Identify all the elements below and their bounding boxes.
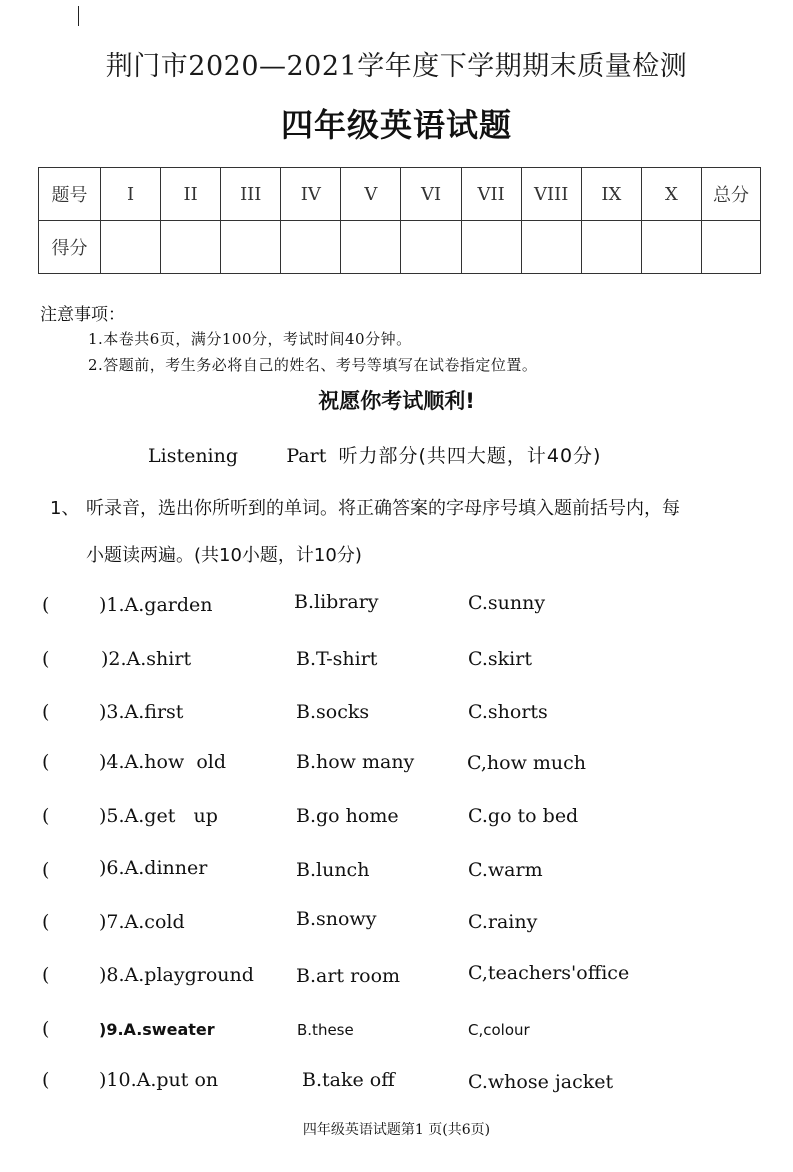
answer-bracket[interactable]: ( [42, 964, 50, 986]
score-cell[interactable] [581, 221, 641, 274]
exam-subtitle: 四年级英语试题 [280, 106, 512, 144]
option-a: )1.A.garden [99, 594, 213, 616]
score-cell[interactable] [521, 221, 581, 274]
option-a: )8.A.playground [99, 964, 254, 986]
option-a: )4.A.how old [99, 751, 226, 773]
question-row [0, 805, 793, 835]
option-b: B.how many [296, 751, 415, 773]
page-footer: 四年级英语试题第1 页(共6页) [302, 1122, 491, 1138]
column-header: VI [401, 168, 461, 221]
question-row [0, 751, 793, 781]
answer-bracket[interactable]: ( [42, 1069, 50, 1091]
option-c: C.whose jacket [468, 1071, 614, 1093]
option-a: )6.A.dinner [99, 857, 208, 879]
score-label-cell: 得分 [39, 221, 101, 274]
option-b: B.snowy [296, 908, 377, 930]
note-item-2: 2.答题前，考生务必将自己的姓名、考号等填写在试卷指定位置。 [88, 356, 538, 374]
option-c: C.warm [468, 859, 543, 881]
option-c: C.skirt [468, 648, 532, 670]
answer-bracket[interactable]: ( [42, 594, 50, 616]
column-header: II [161, 168, 221, 221]
score-cell[interactable] [221, 221, 281, 274]
score-cell[interactable] [101, 221, 161, 274]
question-row [0, 964, 793, 994]
option-c: C,colour [468, 1021, 530, 1039]
column-header: III [221, 168, 281, 221]
section-instruction-line2: 小题读两遍。(共10小题，计10分) [86, 545, 362, 566]
total-score-cell[interactable] [702, 221, 761, 274]
part-label: Part [286, 445, 327, 467]
answer-bracket[interactable]: ( [42, 701, 50, 723]
option-c: C.go to bed [468, 805, 579, 827]
option-a: )2.A.shirt [101, 648, 192, 670]
option-c: C.sunny [468, 592, 546, 614]
option-a: )3.A.first [99, 701, 184, 723]
question-row [0, 701, 793, 731]
question-row [0, 1069, 793, 1099]
score-cell[interactable] [461, 221, 521, 274]
question-row [0, 908, 793, 941]
listening-label: Listening [148, 445, 239, 467]
question-row [0, 648, 793, 678]
option-a: )5.A.get up [99, 805, 218, 827]
column-header: VII [461, 168, 521, 221]
note-item-1: 1.本卷共6页，满分100分，考试时间40分钟。 [88, 330, 412, 348]
question-row [0, 859, 793, 889]
option-c: C.rainy [468, 911, 538, 933]
section-instruction-line1: 听录音，选出你所听到的单词。将正确答案的字母序号填入题前括号内，每 [86, 498, 680, 519]
total-label-cell: 总分 [702, 168, 761, 221]
exam-title: 荆门市2020—2021学年度下学期期末质量检测 [105, 51, 688, 82]
option-b: B.go home [296, 805, 399, 827]
option-a: )7.A.cold [99, 911, 185, 933]
column-header: IX [581, 168, 641, 221]
option-b: B.art room [296, 965, 401, 987]
option-b: B.these [297, 1021, 354, 1039]
question-row [0, 591, 793, 624]
question-row [0, 1018, 793, 1048]
section-number: 1、 [50, 498, 80, 519]
option-b: B.take off [302, 1069, 395, 1091]
option-c: C,teachers'office [468, 962, 630, 984]
score-table-header-row [39, 168, 761, 221]
score-cell[interactable] [161, 221, 221, 274]
option-b: B.socks [296, 701, 370, 723]
answer-bracket[interactable]: ( [42, 1018, 50, 1040]
option-c: C.shorts [468, 701, 548, 723]
option-b: B.library [294, 591, 379, 613]
part-heading [148, 441, 601, 468]
column-header: V [341, 168, 401, 221]
option-b: B.lunch [296, 859, 370, 881]
score-cell[interactable] [401, 221, 461, 274]
header-label-cell: 题号 [39, 168, 101, 221]
score-cell[interactable] [341, 221, 401, 274]
answer-bracket[interactable]: ( [42, 751, 50, 773]
score-cell[interactable] [281, 221, 341, 274]
good-luck-message: 祝愿你考试顺利! [318, 389, 475, 413]
score-cell[interactable] [641, 221, 701, 274]
answer-bracket[interactable]: ( [42, 648, 50, 670]
notes-heading: 注意事项： [40, 305, 125, 325]
margin-mark [78, 6, 79, 26]
part-description: 听力部分(共四大题，计40分) [338, 445, 602, 467]
option-c: C,how much [467, 752, 587, 774]
answer-bracket[interactable]: ( [42, 911, 50, 933]
score-table-score-row [39, 221, 761, 274]
answer-bracket[interactable]: ( [42, 859, 50, 881]
column-header: IV [281, 168, 341, 221]
column-header: VIII [521, 168, 581, 221]
option-a: )9.A.sweater [99, 1020, 215, 1039]
column-header: X [641, 168, 701, 221]
option-b: B.T-shirt [296, 648, 378, 670]
column-header: I [101, 168, 161, 221]
answer-bracket[interactable]: ( [42, 805, 50, 827]
option-a: )10.A.put on [99, 1069, 219, 1091]
score-table [38, 167, 761, 274]
